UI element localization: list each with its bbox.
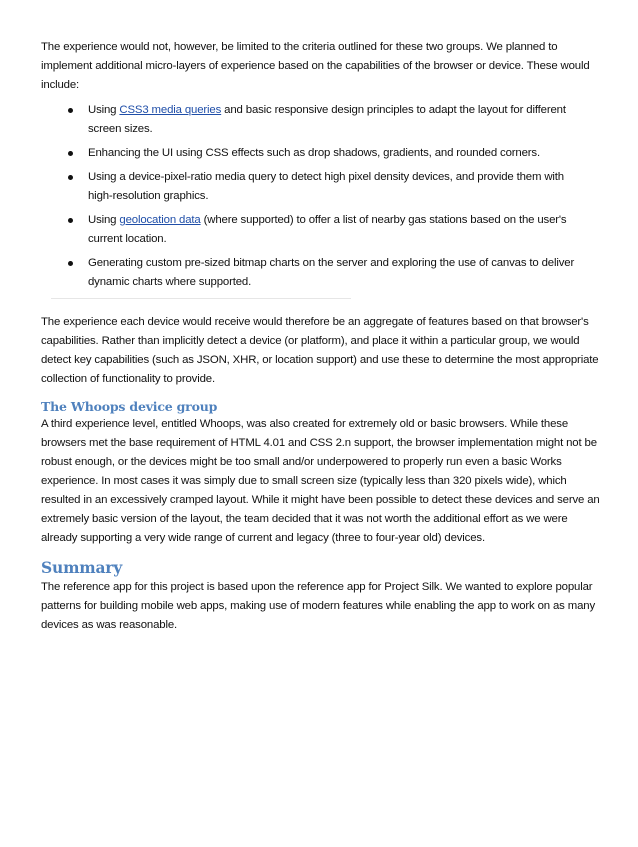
list-item: [41, 144, 601, 163]
list-item: [41, 101, 601, 139]
summary-paragraph: The reference app for this project is based upon the reference app for Project Silk. We wanted to explore popular patterns for building mobile web apps, making use of modern features while enabling the app to work on as many devices as was reasonable.: [41, 581, 595, 631]
list-item-text-after: and basic responsive design principles to adapt the layout for different screen sizes.: [88, 104, 566, 135]
list-divider: [51, 298, 351, 299]
capabilities-list: [41, 101, 601, 292]
list-item-text: Using a device-pixel-ratio media query to detect high pixel density devices, and provide them with high-resolution graphics.: [88, 171, 564, 202]
bullet-icon: [68, 175, 73, 180]
document-page: [41, 38, 601, 635]
bullet-icon: [68, 108, 73, 113]
geolocation-data-link[interactable]: geolocation data: [119, 214, 201, 226]
summary-heading: Summary: [41, 558, 123, 577]
list-item-text-before: Using: [88, 104, 120, 116]
aggregate-paragraph: The experience each device would receive would therefore be an aggregate of features based on that browser's capabilities. Rather than implicitly detect a device (or platform), and place it within a particular group, we would detect key capabilities (such as JSON, XHR, or location support) and use these to determine the most appropriate collection of functionality to provide.: [41, 316, 599, 385]
list-item-text: Generating custom pre-sized bitmap charts on the server and exploring the use of canvas to deliver dynamic charts where supported.: [88, 257, 575, 288]
whoops-heading: The Whoops device group: [41, 399, 218, 414]
list-item: [41, 168, 601, 206]
list-item-text-before: Using: [88, 214, 120, 226]
list-item-text: Enhancing the UI using CSS effects such as drop shadows, gradients, and rounded corners.: [88, 147, 540, 159]
list-item-text-after: (where supported) to offer a list of nearby gas stations based on the user's current location.: [88, 214, 567, 245]
bullet-icon: [68, 218, 73, 223]
intro-paragraph: The experience would not, however, be limited to the criteria outlined for these two groups. We planned to implement additional micro-layers of experience based on the capabilities of the browser or device. These would include:: [41, 41, 590, 91]
list-item: [41, 254, 601, 292]
css3-media-queries-link[interactable]: CSS3 media queries: [119, 104, 222, 116]
whoops-paragraph: A third experience level, entitled Whoops, was also created for extremely old or basic browsers. While these browsers met the base requirement of HTML 4.01 and CSS 2.n support, the browser implementation might not be robust enough, or the devices might be too small and/or underpowered to properly run even a basic Works experience. In most cases it was simply due to small screen size (typically less than 320 pixels wide), which resulted in an excessively cramped layout. While it might have been possible to detect these devices and serve an extremely basic version of the layout, the team decided that it was not worth the additional effort as we were already supporting a very wide range of current and legacy (three to four-year old) devices.: [41, 418, 600, 544]
list-item: [41, 211, 601, 249]
bullet-icon: [68, 151, 73, 156]
bullet-icon: [68, 261, 73, 266]
